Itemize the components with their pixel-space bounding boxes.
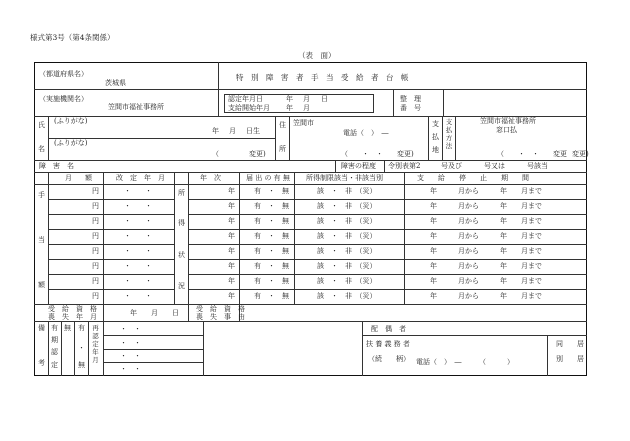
revision-date: ・ ・ (124, 217, 152, 225)
amount-unit: 円 (92, 232, 99, 240)
report-status: 有 ・ 無 (254, 202, 289, 210)
address-city: 笠間市 (293, 119, 314, 127)
stop-period: 年 月から 年 月まで (430, 202, 542, 210)
income-limit-status: 該 ・ 非 （災） (317, 247, 377, 255)
furigana-label-2: (ふりがな) (54, 139, 88, 147)
agency-label: （実施機関名） (39, 95, 88, 103)
report-status: 有 ・ 無 (254, 217, 289, 225)
income-year: 年 (228, 262, 235, 270)
income-year: 年 (228, 187, 235, 195)
stop-period: 年 月から 年 月まで (430, 247, 542, 255)
income-limit-status: 該 ・ 非 （災） (317, 277, 377, 285)
address-change: （ ・ ・ 変更) (341, 150, 414, 158)
income-limit-status: 該 ・ 非 （災） (317, 262, 377, 270)
amount-unit: 円 (92, 262, 99, 270)
report-status: 有 ・ 無 (254, 232, 289, 240)
stop-period: 年 月から 年 月まで (430, 262, 542, 270)
address-tel: 電話（ ） ― (343, 129, 389, 137)
report-status: 有 ・ 無 (254, 277, 289, 285)
pay-office: 笠間市福祉事務所 (480, 117, 536, 125)
amount-unit: 円 (92, 202, 99, 210)
revision-date: ・ ・ (124, 262, 152, 270)
stop-period: 年 月から 年 月まで (430, 277, 542, 285)
pay-method-label: 支払方法 (445, 118, 453, 150)
supporter-label: 扶 養 義 務 者 (366, 340, 410, 348)
report-status: 有 ・ 無 (254, 247, 289, 255)
bango-label: 番 号 (400, 104, 421, 112)
stop-period: 年 月から 年 月まで (430, 292, 542, 300)
report-status: 有 ・ 無 (254, 262, 289, 270)
stop-period: 年 月から 年 月まで (430, 217, 542, 225)
register-title: 特 別 障 害 者 手 当 受 給 者 台 帳 (236, 73, 409, 82)
income-limit-status: 該 ・ 非 （災） (317, 232, 377, 240)
disability-label: 障 害 名 (39, 162, 74, 170)
revision-date: ・ ・ (124, 247, 152, 255)
loss-date: 年 月 日 (130, 309, 179, 317)
prefecture-value: 茨城県 (105, 79, 126, 87)
income-limit-status: 該 ・ 非 （災） (317, 217, 377, 225)
amount-unit: 円 (92, 277, 99, 285)
supporter-tel: 電話（ ） ― （ ） (416, 358, 514, 366)
stop-period: 年 月から 年 月まで (430, 232, 542, 240)
revision-date: ・ ・ (124, 232, 152, 240)
amount-unit: 円 (92, 292, 99, 300)
income-limit-status: 該 ・ 非 （災） (317, 202, 377, 210)
income-year: 年 (228, 247, 235, 255)
income-year: 年 (228, 202, 235, 210)
revision-date: ・ ・ (124, 277, 152, 285)
prefecture-label: （都道府県名） (39, 70, 88, 78)
income-limit-status: 該 ・ 非 （災） (317, 292, 377, 300)
spouse-label: 配 偶 者 (371, 325, 406, 333)
shi-label: 氏 (38, 121, 45, 129)
income-year: 年 (228, 292, 235, 300)
income-year: 年 (228, 232, 235, 240)
report-status: 有 ・ 無 (254, 292, 289, 300)
amount-unit: 円 (92, 247, 99, 255)
income-year: 年 (228, 277, 235, 285)
stop-period: 年 月から 年 月まで (430, 187, 542, 195)
pay-change: （ ・ ・ 変更 (497, 150, 567, 158)
revision-date: ・ ・ (124, 187, 152, 195)
degree-label: 障害の程度 (341, 162, 376, 170)
mei-label: 名 (38, 145, 45, 153)
cert-date-label: 認定年月日 (228, 95, 263, 103)
report-status: 有 ・ 無 (254, 187, 289, 195)
income-limit-status: 該 ・ 非 （災） (317, 187, 377, 195)
amount-unit: 円 (92, 217, 99, 225)
furigana-label: (ふりがな) (54, 117, 88, 125)
amount-unit: 円 (92, 187, 99, 195)
pay-window: 窓口払 (496, 126, 517, 134)
form-side: （表 面） (298, 51, 336, 60)
revision-date: ・ ・ (124, 202, 152, 210)
form-number: 様式第3号（第4条関係） (30, 33, 115, 42)
seiri-label: 整 理 (400, 95, 421, 103)
income-year: 年 (228, 217, 235, 225)
pay-start-label: 支給開始年月 (228, 104, 270, 112)
stop-period-header: 支 給 停 止 期 間 (417, 174, 529, 182)
revision-date: ・ ・ (124, 292, 152, 300)
agency-value: 笠間市福祉事務所 (108, 103, 164, 111)
